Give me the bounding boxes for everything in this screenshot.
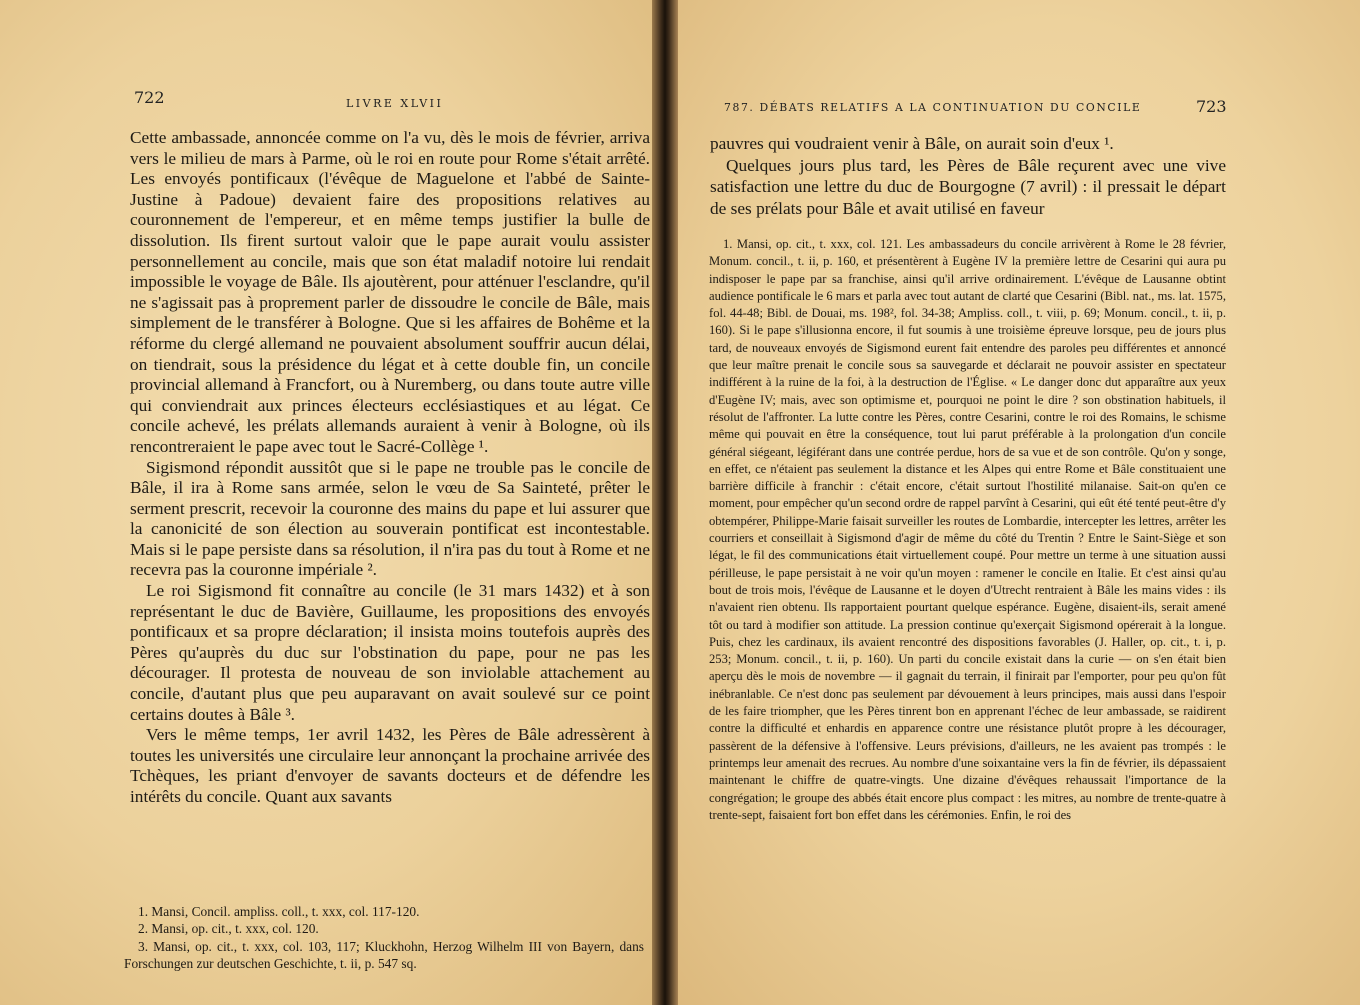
left-footnotes	[124, 903, 644, 973]
right-footnote	[709, 236, 1226, 824]
left-page	[0, 0, 662, 1005]
right-paragraph-2: Quelques jours plus tard, les Pères de Bâle reçurent avec une vive satisfaction une lettre du duc de Bourgogne (7 avril) : il pressait le départ de ses prélats pour Bâle et avait utilisé en faveur	[710, 155, 1226, 218]
right-page-number: 723	[1196, 97, 1227, 116]
left-footnote-1: 1. Mansi, Concil. ampliss. coll., t. xxx, col. 117-120.	[138, 904, 420, 919]
left-paragraph-3: Le roi Sigismond fit connaître au concile (le 31 mars 1432) et à son représentant le duc de Bavière, Guillaume, les propositions des envoyés pontificaux et sa propre déclaration; il insista moins toutefois auprès des Pères qu'auprès du duc sur l'obstination du pape, pour ne pas les décourager. Il protesta de nouveau de son inviolable attachement au concile, d'autant plus que peu auparavant on avait soulevé sur ce point certains doutes à Bâle ³.	[130, 581, 650, 724]
left-paragraph-2: Sigismond répondit aussitôt que si le pape ne trouble pas le concile de Bâle, il ira à Rome sans armée, selon le vœu de Sa Sainteté, prêter le serment prescrit, recevoir la couronne des mains du pape et lui assurer que la canonicité de son élection au souverain pontificat est incontestable. Mais si le pape persiste dans sa résolution, il n'ira pas du tout à Rome et ne recevra pas la couronne impériale ².	[130, 457, 650, 580]
left-paragraph-1: Cette ambassade, annoncée comme on l'a vu, dès le mois de février, arriva vers le milieu de mars à Parme, où le roi en route pour Rome s'était arrêté. Les envoyés pontificaux (l'évêque de Maguelone et l'abbé de Sainte-Justine à Padoue) devaient faire des propositions relatives au couronnement de l'empereur, et en même temps justifier la bulle de dissolution. Ils firent surtout valoir que le pape aurait voulu assister personnellement au concile, mais que son état maladif notoire lui rendait impossible le voyage de Bâle. Ils ajoutèrent, pour atténuer l'esclandre, qu'il ne s'agissait pas à proprement parler de dissoudre le concile de Bâle, mais simplement de le transférer à Bologne. Que si les affaires de Bohême et la réforme du clergé allemand ne pouvaient absolument souffrir aucun délai, on tiendrait, sous la présidence du légat et à cette double fin, un concile provincial allemand à Francfort, ou à Nuremberg, ou dans toute autre ville qui conviendrait aux princes électeurs ecclésiastiques et au légat. Ce concile achevé, les prélats allemands auraient à venir à Bologne, où ils rencontreraient le pape avec tout le Sacré-Collège ¹.	[130, 128, 650, 456]
left-footnote-2: 2. Mansi, op. cit., t. xxx, col. 120.	[138, 921, 319, 937]
left-paragraph-4: Vers le même temps, 1er avril 1432, les Pères de Bâle adressèrent à toutes les universités une circulaire leur annonçant la prochaine arrivée des Tchèques, les priant d'envoyer de savants docteurs et de défendre les intérêts du concile. Quant aux savants	[130, 725, 650, 806]
right-page	[670, 0, 1360, 1005]
right-footnote-1: 1. Mansi, op. cit., t. xxx, col. 121. Les ambassadeurs du concile arrivèrent à Rome le 28 février, Monum. concil., t. ii, p. 160, et présentèrent à Eugène IV la première lettre de Cesarini qui aura pu indisposer le pape par sa franchise, ainsi qu'il arrive ordinairement. L'évêque de Lausanne obtint audience pontificale le 6 mars et parla avec tout autant de clarté que Cesarini (Bibl. nat., ms. lat. 1575, fol. 44-48; Bibl. de Douai, ms. 198², fol. 34-38; Ampliss. coll., t. viii, p. 69; Monum. concil., t. ii, p. 160). Si le pape s'illusionna encore, il fut soumis à une troisième épreuve lorsque, peu de jours plus tard, de nouveaux envoyés de Sigismond eurent fait entendre des paroles peu différentes et annoncé que leur maître prenait le concile sous sa sauvegarde et déclarait ne pouvoir assister en spectateur indifférent à la ruine de la foi, à la destruction de l'Église. « Le danger donc dut apparaître aux yeux d'Eugène IV; mais, avec son optimisme et, pourquoi ne point le dire ? son obstination habituels, il résolut de l'affronter. La lutte contre les Pères, contre Cesarini, contre le roi des Romains, le schisme même qui pouvait en être la conséquence, tout lui parut préférable à la prolongation d'un concile général siégeant, légiférant dans une contrée perdue, hors de sa vue et de son contrôle. Qu'on y songe, en effet, ce n'étaient pas seulement la distance et les Alpes qui entre Rome et Bâle constituaient une barrière difficile à franchir : c'était encore, c'était surtout l'hostilité milanaise. Sait-on qu'en ce moment, pour empêcher qu'un second ordre de rappel parvînt à Cesarini, qui eût été tenté peut-être d'y obtempérer, Philippe-Marie faisait surveiller les routes de Lombardie, intercepter les lettres, arrêter les courriers et conseillait à Sigismond d'agir de même du côté du Trentin ? Entre le Saint-Siège et son légat, le fil des communications était virtuellement coupé. Pour mettre un terme à une situation aussi périlleuse, le pape persistait à ne voir qu'un moyen : ramener le concile en Italie. Et c'est ainsi qu'au bout de trois mois, l'évêque de Lausanne et le doyen d'Utrecht rentraient à Bâle les mains vides : ils n'avaient rien obtenu. Ils rapportaient pourtant quelque espérance. Eugène, disaient-ils, serait amené tôt ou tard à modifier son attitude. La pression continue qu'exerçait Sigismond opérerait à la longue. Puis, chez les cardinaux, ils avaient rencontré des dispositions favorables (J. Haller, op. cit., t. i, p. 253; Monum. concil., t. ii, p. 160). Un parti du concile existait dans la curie — on s'en était bien aperçu dès le mois de novembre — il gagnait du terrain, il finirait par l'emporter, pour peu qu'on fût inébranlable. Ce n'est donc pas seulement par dévouement à leurs principes, mais aussi dans l'espoir de les faire triompher, que les Pères tinrent bon en apprenant l'échec de leur ambassade, se raidirent contre la difficulté et enhardis en apparence contre une résistance plutôt propre à les décourager, passèrent de la défensive à l'offensive. Leurs prévisions, d'ailleurs, ne les avaient pas trompés : le printemps leur amenait des recrues. Au nombre d'une soixantaine vers la fin de février, ils dépassaient maintenant le chiffre de quatre-vingts. Une dizaine d'évêques rehaussait l'importance de la congrégation; le groupe des abbés était encore plus compact : les mitres, au nombre de trente-quatre à trente-sept, faisaient fort bon effet dans les cérémonies. Enfin, le roi des	[709, 237, 1226, 822]
left-running-head: LIVRE XLVII	[346, 97, 444, 110]
book-gutter	[652, 0, 678, 1005]
right-body-text	[710, 133, 1226, 219]
left-footnote-3: 3. Mansi, op. cit., t. xxx, col. 103, 117; Kluckhohn, Herzog Wilhelm III von Bayern, dans Forschungen zur deutschen Geschichte, t. ii, p. 547 sq.	[124, 938, 644, 972]
left-page-number: 722	[134, 88, 165, 107]
right-running-head: 787. DÉBATS RELATIFS A LA CONTINUATION DU CONCILE	[724, 101, 1142, 114]
right-paragraph-1: pauvres qui voudraient venir à Bâle, on aurait soin d'eux ¹.	[710, 134, 1114, 153]
left-body-text	[130, 128, 650, 808]
